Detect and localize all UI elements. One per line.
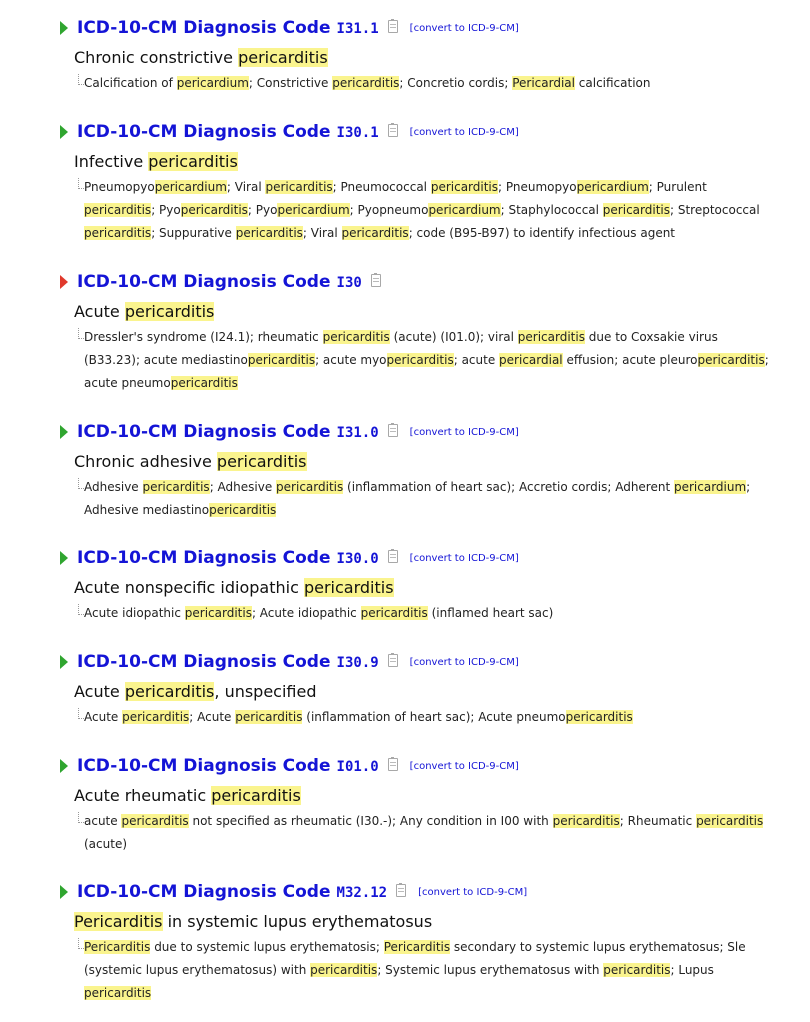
synonyms-text: Pericarditis due to systemic lupus erythematosis; Pericarditis secondary to systemic lupus erythematosus; Sle (systemic lupus erythematosus) with pericarditis; Systemic lupus erythematosus with pericarditis; Lupus pericarditis: [84, 940, 746, 1000]
convert-to-icd9-link[interactable]: [convert to ICD-9-CM]: [409, 553, 519, 564]
diagnosis-code-link[interactable]: [77, 18, 519, 39]
synonyms-text: Adhesive pericarditis; Adhesive pericarditis (inflammation of heart sac); Accretio cordis; Adherent pericardium; Adhesive mediastinopericarditis: [84, 480, 751, 517]
convert-to-icd9-link[interactable]: [convert to ICD-9-CM]: [409, 427, 519, 438]
result-header: [0, 882, 810, 906]
search-highlight: pericarditis: [121, 814, 189, 828]
search-highlight: pericarditis: [170, 376, 238, 390]
diagnosis-code-link[interactable]: [77, 422, 519, 443]
diagnosis-description: Infective pericarditis: [74, 152, 238, 171]
diagnosis-code: I30.9: [336, 655, 379, 671]
expand-arrow-icon[interactable]: [60, 551, 68, 565]
synonyms-text: Acute idiopathic pericarditis; Acute idiopathic pericarditis (inflamed heart sac): [84, 606, 554, 620]
expand-arrow-icon[interactable]: [60, 655, 68, 669]
diagnosis-code: I30: [336, 275, 362, 291]
result-header: [0, 652, 810, 676]
search-highlight: pericardium: [576, 180, 649, 194]
search-highlight: pericarditis: [84, 986, 152, 1000]
search-highlight: Pericarditis: [84, 940, 151, 954]
search-highlight: pericarditis: [697, 353, 765, 367]
result-header: [0, 422, 810, 446]
search-highlight: pericardium: [673, 480, 747, 494]
clipboard-icon[interactable]: [388, 758, 398, 771]
search-highlight: Pericarditis: [383, 940, 451, 954]
search-highlight: pericardial: [499, 353, 563, 367]
title-prefix: ICD-10-CM Diagnosis Code: [77, 422, 331, 442]
diagnosis-code-link[interactable]: [77, 122, 519, 143]
search-highlight: pericarditis: [142, 480, 210, 494]
search-highlight: Pericarditis: [74, 912, 163, 931]
search-highlight: pericarditis: [148, 152, 238, 171]
convert-to-icd9-link[interactable]: [convert to ICD-9-CM]: [409, 127, 519, 138]
search-highlight: pericarditis: [565, 710, 633, 724]
clipboard-icon[interactable]: [371, 274, 381, 287]
clipboard-icon[interactable]: [388, 20, 398, 33]
convert-to-icd9-link[interactable]: [convert to ICD-9-CM]: [418, 887, 528, 898]
expand-arrow-icon[interactable]: [60, 125, 68, 139]
search-highlight: pericarditis: [360, 606, 428, 620]
result-header: [0, 122, 810, 146]
diagnosis-code: I30.0: [336, 551, 379, 567]
search-highlight: pericarditis: [209, 503, 277, 517]
search-highlight: pericarditis: [180, 203, 248, 217]
diagnosis-description: Pericarditis in systemic lupus erythematosus: [74, 912, 433, 931]
diagnosis-code-link[interactable]: [77, 272, 381, 293]
diagnosis-code-link[interactable]: [77, 548, 519, 569]
diagnosis-code: M32.12: [336, 885, 388, 901]
result-header: [0, 18, 810, 42]
synonyms-text: Acute pericarditis; Acute pericarditis (inflammation of heart sac); Acute pneumopericarditis: [84, 710, 633, 724]
result-header: [0, 272, 810, 296]
synonyms-text: Dressler's syndrome (I24.1); rheumatic pericarditis (acute) (I01.0); viral pericarditis due to Coxsakie virus (B33.23); acute mediastinopericarditis; acute myopericarditis; acute pericardial effusion; acute pleuropericarditis; acute pneumopericarditis: [84, 330, 769, 390]
diagnosis-description: Chronic adhesive pericarditis: [74, 452, 307, 471]
search-highlight: pericardium: [277, 203, 350, 217]
search-highlight: pericarditis: [124, 302, 215, 321]
diagnosis-description: Acute pericarditis: [74, 302, 215, 321]
synonyms-text: acute pericarditis not specified as rheumatic (I30.-); Any condition in I00 with pericarditis; Rheumatic pericarditis (acute): [84, 814, 764, 851]
result-item: [0, 122, 810, 240]
search-highlight: pericardium: [176, 76, 249, 90]
search-highlight: pericarditis: [322, 330, 390, 344]
search-highlight: pericarditis: [238, 48, 328, 67]
result-header: [0, 756, 810, 780]
result-item: [0, 272, 810, 390]
search-highlight: pericarditis: [517, 330, 585, 344]
search-highlight: pericarditis: [84, 203, 152, 217]
search-highlight: pericarditis: [603, 963, 671, 977]
clipboard-icon[interactable]: [396, 884, 406, 897]
diagnosis-code: I01.0: [336, 759, 379, 775]
search-highlight: pericarditis: [122, 710, 190, 724]
search-highlight: pericarditis: [247, 353, 316, 367]
result-item: [0, 882, 810, 1000]
diagnosis-description: Chronic constrictive pericarditis: [74, 48, 328, 67]
search-highlight: Pericardial: [512, 76, 575, 90]
search-highlight: pericarditis: [124, 682, 215, 701]
clipboard-icon[interactable]: [388, 550, 398, 563]
search-highlight: pericarditis: [602, 203, 670, 217]
result-item: [0, 756, 810, 851]
search-highlight: pericarditis: [696, 814, 764, 828]
diagnosis-code: I30.1: [336, 125, 379, 141]
title-prefix: ICD-10-CM Diagnosis Code: [77, 756, 331, 776]
diagnosis-description: Acute rheumatic pericarditis: [74, 786, 301, 805]
diagnosis-description: Acute nonspecific idiopathic pericarditis: [74, 578, 394, 597]
diagnosis-code: I31.0: [336, 425, 379, 441]
expand-arrow-icon[interactable]: [60, 885, 68, 899]
search-highlight: pericarditis: [235, 226, 303, 240]
convert-to-icd9-link[interactable]: [convert to ICD-9-CM]: [409, 657, 519, 668]
synonyms-text: Pneumopyopericardium; Viral pericarditis; Pneumococcal pericarditis; Pneumopyopericardium; Purulent pericarditis; Pyopericarditis; Pyopericardium; Pyopneumopericardium; Staphylococcal pericarditis; Streptococcal pericarditis; Suppurative pericarditis; Viral pericarditis; code (B95-B97) to identify infectious agent: [84, 180, 760, 240]
search-highlight: pericarditis: [84, 226, 152, 240]
expand-arrow-icon[interactable]: [60, 21, 68, 35]
result-item: [0, 548, 810, 620]
search-highlight: pericarditis: [265, 180, 333, 194]
title-prefix: ICD-10-CM Diagnosis Code: [77, 122, 331, 142]
result-item: [0, 422, 810, 517]
diagnosis-code: I31.1: [336, 21, 379, 37]
result-item: [0, 652, 810, 724]
clipboard-icon[interactable]: [388, 424, 398, 437]
search-highlight: pericarditis: [332, 76, 400, 90]
diagnosis-code-link[interactable]: [77, 756, 519, 777]
convert-to-icd9-link[interactable]: [convert to ICD-9-CM]: [409, 761, 519, 772]
result-header: [0, 548, 810, 572]
search-highlight: pericarditis: [310, 963, 378, 977]
search-highlight: pericarditis: [216, 452, 307, 471]
title-prefix: ICD-10-CM Diagnosis Code: [77, 18, 331, 38]
clipboard-icon[interactable]: [388, 654, 398, 667]
search-highlight: pericarditis: [430, 180, 499, 194]
search-highlight: pericarditis: [386, 353, 454, 367]
expand-arrow-red-icon[interactable]: [60, 275, 68, 289]
search-highlight: pericarditis: [276, 480, 344, 494]
search-highlight: pericarditis: [235, 710, 303, 724]
diagnosis-description: Acute pericarditis, unspecified: [74, 682, 317, 701]
title-prefix: ICD-10-CM Diagnosis Code: [77, 548, 331, 568]
search-highlight: pericarditis: [303, 578, 394, 597]
diagnosis-code-link[interactable]: [77, 882, 527, 903]
convert-to-icd9-link[interactable]: [convert to ICD-9-CM]: [409, 23, 519, 34]
title-prefix: ICD-10-CM Diagnosis Code: [77, 652, 331, 672]
synonyms-text: Calcification of pericardium; Constrictive pericarditis; Concretio cordis; Pericardial calcification: [84, 76, 651, 90]
title-prefix: ICD-10-CM Diagnosis Code: [77, 272, 331, 292]
expand-arrow-icon[interactable]: [60, 759, 68, 773]
search-highlight: pericarditis: [211, 786, 301, 805]
result-item: [0, 18, 810, 90]
search-highlight: pericarditis: [552, 814, 620, 828]
search-highlight: pericarditis: [341, 226, 409, 240]
expand-arrow-icon[interactable]: [60, 425, 68, 439]
search-highlight: pericardium: [154, 180, 227, 194]
title-prefix: ICD-10-CM Diagnosis Code: [77, 882, 331, 902]
search-highlight: pericardium: [428, 203, 501, 217]
search-highlight: pericarditis: [184, 606, 252, 620]
diagnosis-code-link[interactable]: [77, 652, 519, 673]
clipboard-icon[interactable]: [388, 124, 398, 137]
